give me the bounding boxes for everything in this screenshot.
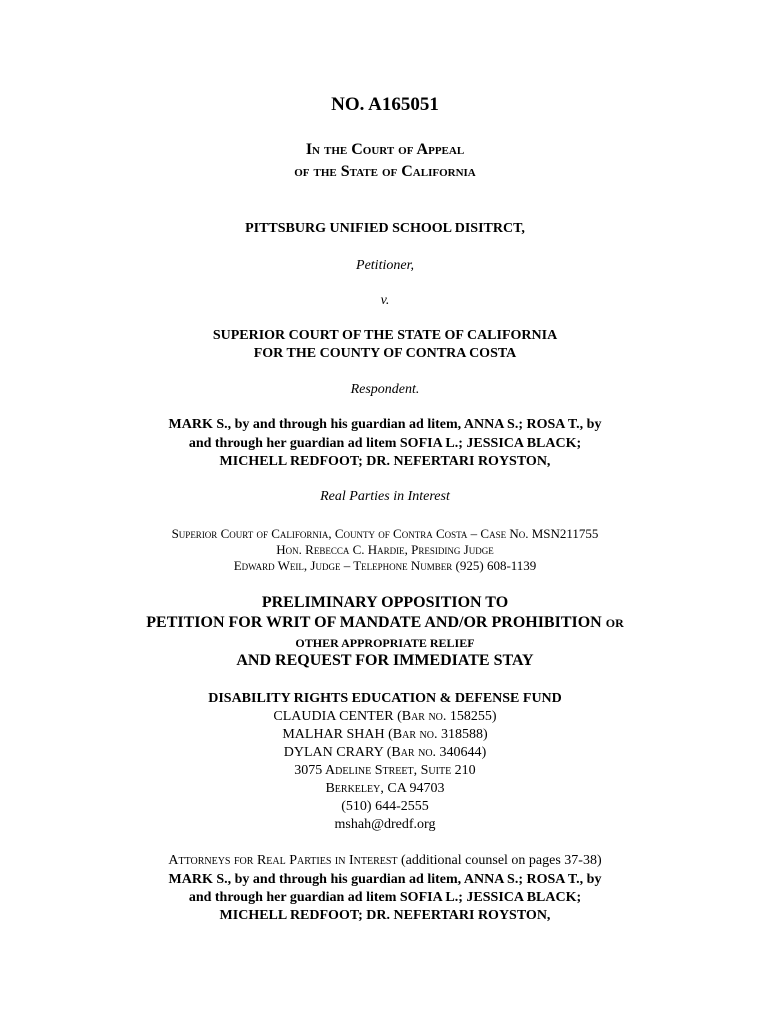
attorneys-for-parties-line2: and through her guardian ad litem SOFIA L.; JESSICA BLACK; — [188, 890, 582, 905]
document-title-line2-main: PETITION FOR WRIT OF MANDATE AND/OR PROHIBITION — [146, 614, 602, 631]
counsel-email: mshah@dredf.org — [334, 817, 436, 832]
counsel-firm: DISABILITY RIGHTS EDUCATION & DEFENSE FUND — [208, 691, 562, 706]
counsel-city: Berkeley, CA 94703 — [325, 781, 445, 796]
lower-court-line3: Edward Weil, Judge – Telephone Number (925) 608-1139 — [233, 558, 537, 573]
attorneys-for-parties-line3: MICHELL REDFOOT; DR. NEFERTARI ROYSTON, — [219, 908, 551, 923]
attorney3-bar: Bar no. 340644 — [391, 745, 482, 760]
real-parties-line2: and through her guardian ad litem SOFIA L.; JESSICA BLACK; — [188, 436, 582, 451]
attorneys-for-parties-line1: MARK S., by and through his guardian ad litem, ANNA S.; ROSA T., by — [168, 872, 602, 887]
case-number: NO. A165051 — [331, 94, 439, 115]
counsel-attorney3: DYLAN CRARY (Bar no. 340644) — [283, 745, 487, 760]
court-name-line2: of the State of California — [294, 163, 476, 180]
counsel-street: 3075 Adeline Street, Suite 210 — [294, 763, 476, 778]
petitioner-role: Petitioner, — [356, 258, 414, 273]
versus: v. — [380, 293, 390, 308]
document-title-line3: OTHER APPROPRIATE RELIEF — [295, 636, 475, 650]
attorney3-name: DYLAN CRARY — [283, 745, 384, 760]
lower-court-line2: Hon. Rebecca C. Hardie, Presiding Judge — [276, 542, 494, 557]
attorney2-bar: Bar no. 318588 — [392, 727, 483, 742]
respondent-line2: FOR THE COUNTY OF CONTRA COSTA — [253, 346, 517, 361]
attorney2-name: MALHAR SHAH — [282, 727, 385, 742]
document-title-line2-suffix: OR — [605, 616, 624, 630]
attorneys-for-line — [0, 853, 770, 869]
lower-court-line1: Superior Court of California, County of Contra Costa – Case No. MSN211755 — [171, 526, 599, 541]
document-title-line1: PRELIMINARY OPPOSITION TO — [261, 594, 509, 611]
respondent-line1: SUPERIOR COURT OF THE STATE OF CALIFORNIA — [212, 328, 558, 343]
document-title-line2 — [0, 614, 770, 632]
attorneys-for-label: Attorneys for Real Parties in Interest — [168, 853, 398, 868]
attorneys-for-note: (additional counsel on pages 37-38) — [401, 853, 602, 868]
petitioner-name: PITTSBURG UNIFIED SCHOOL DISITRCT, — [245, 221, 525, 236]
court-name-line1: In the Court of Appeal — [305, 141, 465, 158]
real-parties-line3: MICHELL REDFOOT; DR. NEFERTARI ROYSTON, — [219, 454, 551, 469]
counsel-attorney2: MALHAR SHAH (Bar no. 318588) — [282, 727, 488, 742]
document-title-line4: AND REQUEST FOR IMMEDIATE STAY — [236, 652, 534, 669]
real-parties-line1: MARK S., by and through his guardian ad litem, ANNA S.; ROSA T., by — [168, 417, 602, 432]
attorney1-name: CLAUDIA CENTER — [273, 709, 394, 724]
real-parties-role: Real Parties in Interest — [320, 489, 450, 504]
respondent-role: Respondent. — [350, 382, 420, 397]
counsel-attorney1: CLAUDIA CENTER (Bar no. 158255) — [273, 709, 497, 724]
counsel-phone: (510) 644-2555 — [341, 799, 429, 814]
attorney1-bar: Bar no. 158255 — [401, 709, 492, 724]
